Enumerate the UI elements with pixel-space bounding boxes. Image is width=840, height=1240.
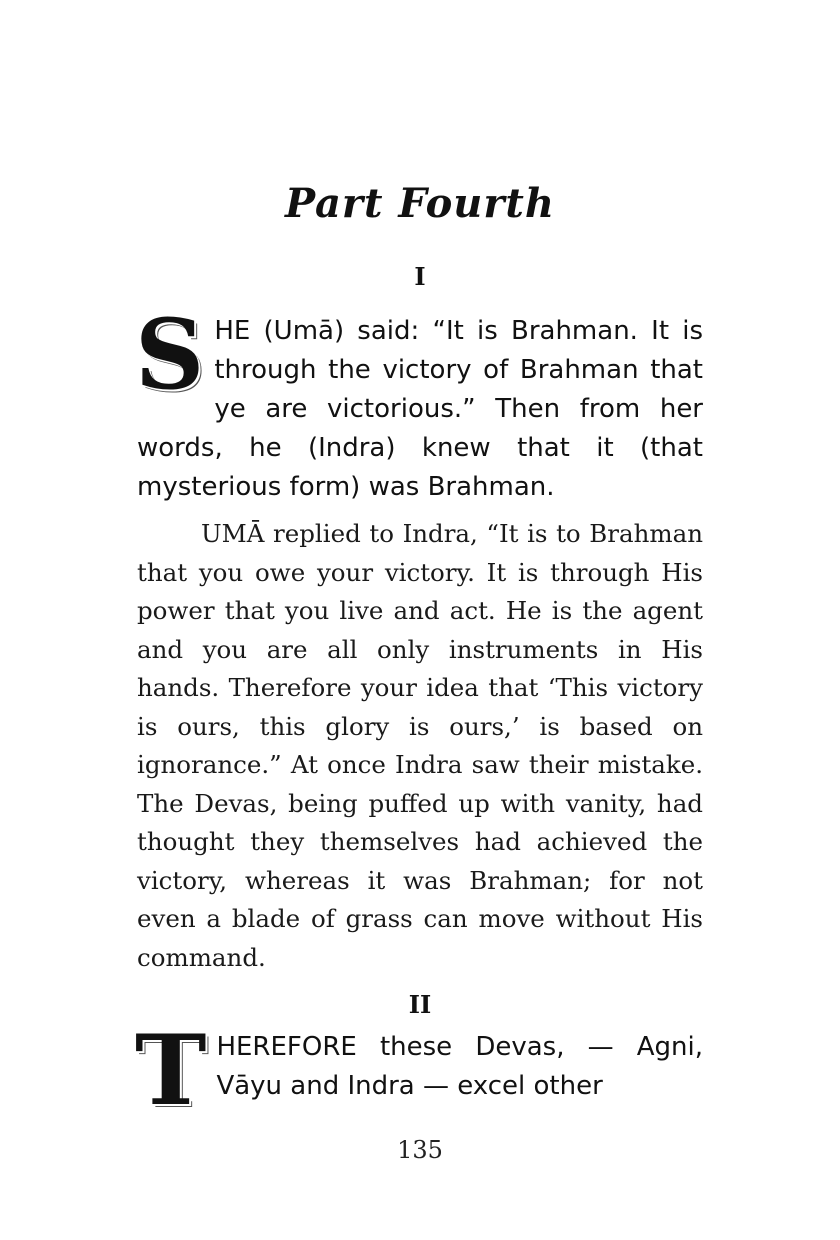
section-numeral-1: I: [414, 262, 426, 291]
drop-cap-s: S: [135, 298, 205, 411]
page-number: 135: [397, 1136, 443, 1164]
drop-cap-t: T: [135, 1014, 207, 1127]
verse-paragraph-2: [135, 1014, 703, 1127]
verse-text-1: HE (Umā) said: “It is Brahman. It is through the victory of Brahman that ye are victorious.” Then from her words, he (Indra) knew that it (that mysterious form) was Brahman.: [137, 316, 703, 502]
verse-text-2: HEREFORE these Devas, — Agni, Vāyu and Indra — excel other: [216, 1032, 703, 1101]
commentary-text-1: UMĀ replied to Indra, “It is to Brahman that you owe your victory. It is through His power that you live and act. He is the agent and you are all only instruments in His hands. Therefore your idea that ‘This victory is ours, this glory is ours,’ is based on ignorance.” At once Indra saw their mistake. The Devas, being puffed up with vanity, had thought they themselves had achieved the victory, whereas it was Brahman; for not even a blade of grass can move without His command.: [137, 519, 703, 972]
section-numeral-2: II: [408, 990, 432, 1019]
commentary-paragraph-1: [137, 515, 703, 977]
verse-paragraph-1: [135, 298, 703, 507]
part-title: Part Fourth: [284, 180, 555, 227]
